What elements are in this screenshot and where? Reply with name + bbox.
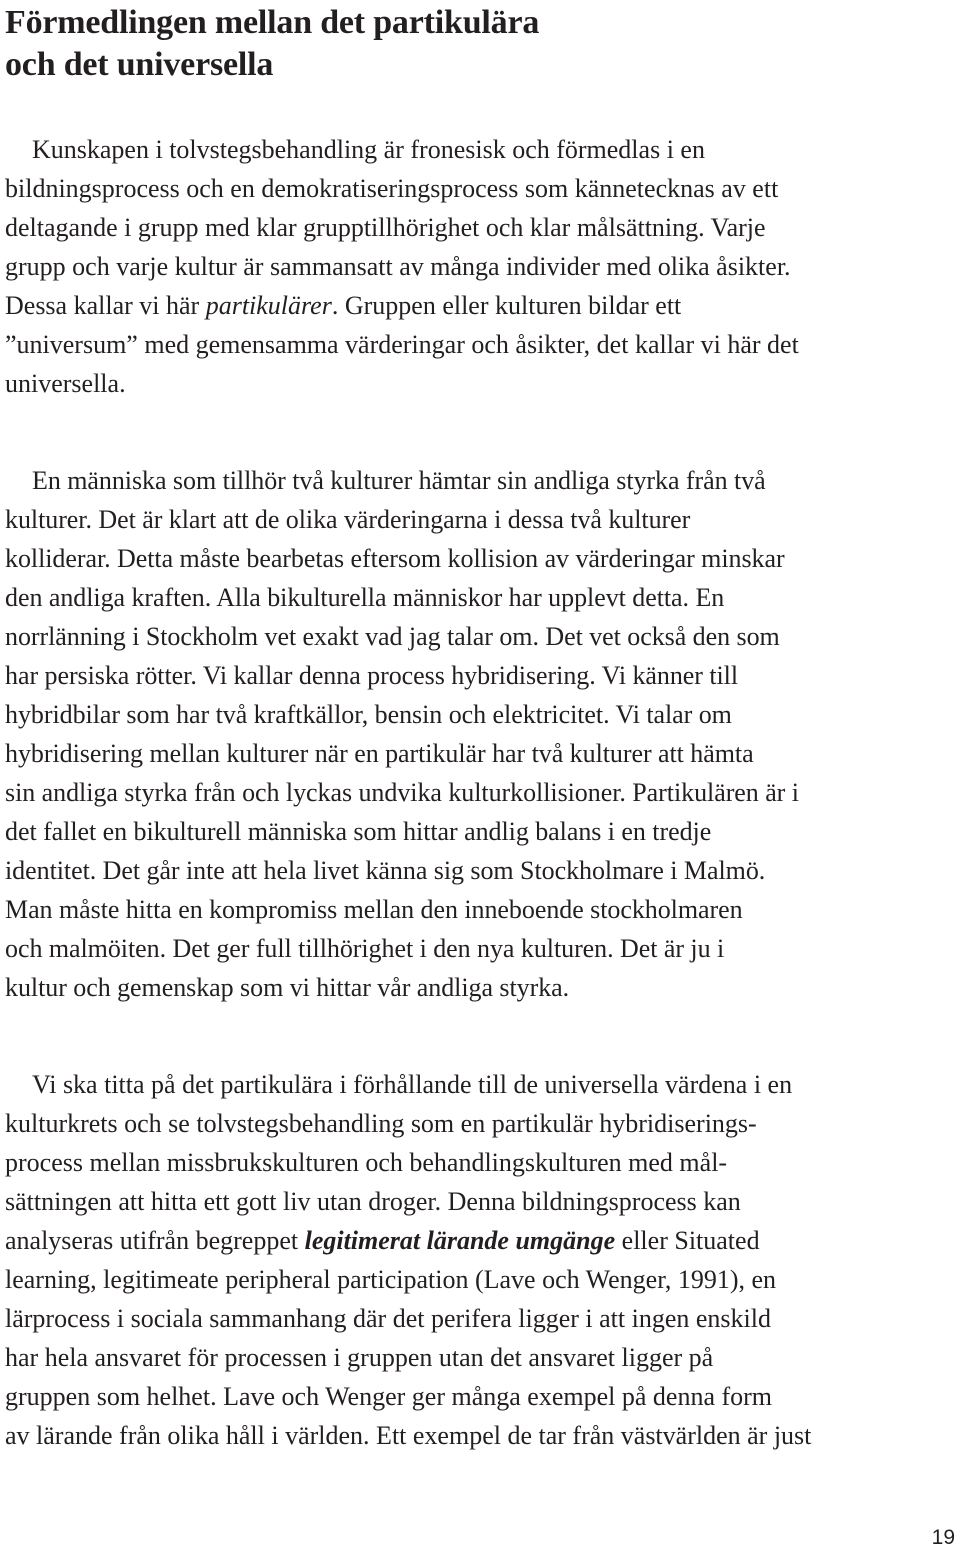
text-line: Kunskapen i tolvstegsbehandling är fronesisk och förmedlas i en: [32, 135, 705, 164]
text-line: sättningen att hitta ett gott liv utan droger. Denna bildningsprocess kan: [5, 1187, 741, 1216]
text-line: sin andliga styrka från och lyckas undvika kulturkollisioner. Partikulären är i: [5, 778, 799, 807]
text-line: kolliderar. Detta måste bearbetas eftersom kollision av värderingar minskar: [5, 544, 785, 573]
paragraph-1: [5, 130, 925, 403]
text-segment: eller Situated: [615, 1226, 760, 1255]
text-line: En människa som tillhör två kulturer hämtar sin andliga styrka från två: [32, 466, 766, 495]
text-line: Man måste hitta en kompromiss mellan den inneboende stockholmaren: [5, 895, 743, 924]
text-line: [5, 286, 925, 325]
text-segment: Dessa kallar vi här: [5, 291, 206, 320]
bold-italic-term: legitimerat lärande umgänge: [304, 1226, 616, 1255]
paragraph-3: [5, 1065, 950, 1455]
text-line: kulturkrets och se tolvstegsbehandling som en partikulär hybridiserings-: [5, 1109, 757, 1138]
text-line: hybridisering mellan kulturer när en partikulär har två kulturer att hämta: [5, 739, 754, 768]
heading-line: och det universella: [5, 46, 274, 83]
text-line: identitet. Det går inte att hela livet känna sig som Stockholmare i Malmö.: [5, 856, 766, 885]
text-line: norrlänning i Stockholm vet exakt vad jag talar om. Det vet också den som: [5, 622, 780, 651]
heading-line: Förmedlingen mellan det partikulära: [5, 4, 540, 41]
text-line: kulturer. Det är klart att de olika värderingarna i dessa två kulturer: [5, 505, 691, 534]
page-number: 19: [931, 1526, 955, 1549]
section-heading: [5, 2, 905, 86]
text-line: av lärande från olika håll i världen. Ett exempel de tar från västvärlden är just: [5, 1421, 812, 1450]
paragraph-2: [5, 461, 935, 1007]
italic-term: partikulärer: [205, 291, 332, 320]
text-line: process mellan missbrukskulturen och behandlingskulturen med mål-: [5, 1148, 728, 1177]
text-line: grupp och varje kultur är sammansatt av många individer med olika åsikter.: [5, 252, 791, 281]
text-line: hybridbilar som har två kraftkällor, bensin och elektricitet. Vi talar om: [5, 700, 732, 729]
text-line: och malmöiten. Det ger full tillhörighet i den nya kulturen. Det är ju i: [5, 934, 725, 963]
text-line: ”universum” med gemensamma värderingar och åsikter, det kallar vi här det: [5, 330, 799, 359]
text-line: learning, legitimeate peripheral participation (Lave och Wenger, 1991), en: [5, 1265, 777, 1294]
text-line: det fallet en bikulturell människa som hittar andlig balans i en tredje: [5, 817, 712, 846]
text-line: universella.: [5, 369, 126, 398]
text-line: lärprocess i sociala sammanhang där det perifera ligger i att ingen enskild: [5, 1304, 771, 1333]
text-line: har persiska rötter. Vi kallar denna process hybridisering. Vi känner till: [5, 661, 739, 690]
text-line: kultur och gemenskap som vi hittar vår andliga styrka.: [5, 973, 570, 1002]
text-line: bildningsprocess och en demokratiseringsprocess som kännetecknas av ett: [5, 174, 779, 203]
text-line: gruppen som helhet. Lave och Wenger ger många exempel på denna form: [5, 1382, 773, 1411]
text-line: deltagande i grupp med klar grupptillhörighet och klar målsättning. Varje: [5, 213, 766, 242]
text-line: Vi ska titta på det partikulära i förhållande till de universella värdena i en: [32, 1070, 793, 1099]
text-segment: . Gruppen eller kulturen bildar ett: [331, 291, 682, 320]
text-segment: analyseras utifrån begreppet: [5, 1226, 305, 1255]
text-line: [5, 1221, 950, 1260]
text-line: den andliga kraften. Alla bikulturella människor har upplevt detta. En: [5, 583, 725, 612]
text-line: har hela ansvaret för processen i gruppen utan det ansvaret ligger på: [5, 1343, 714, 1372]
